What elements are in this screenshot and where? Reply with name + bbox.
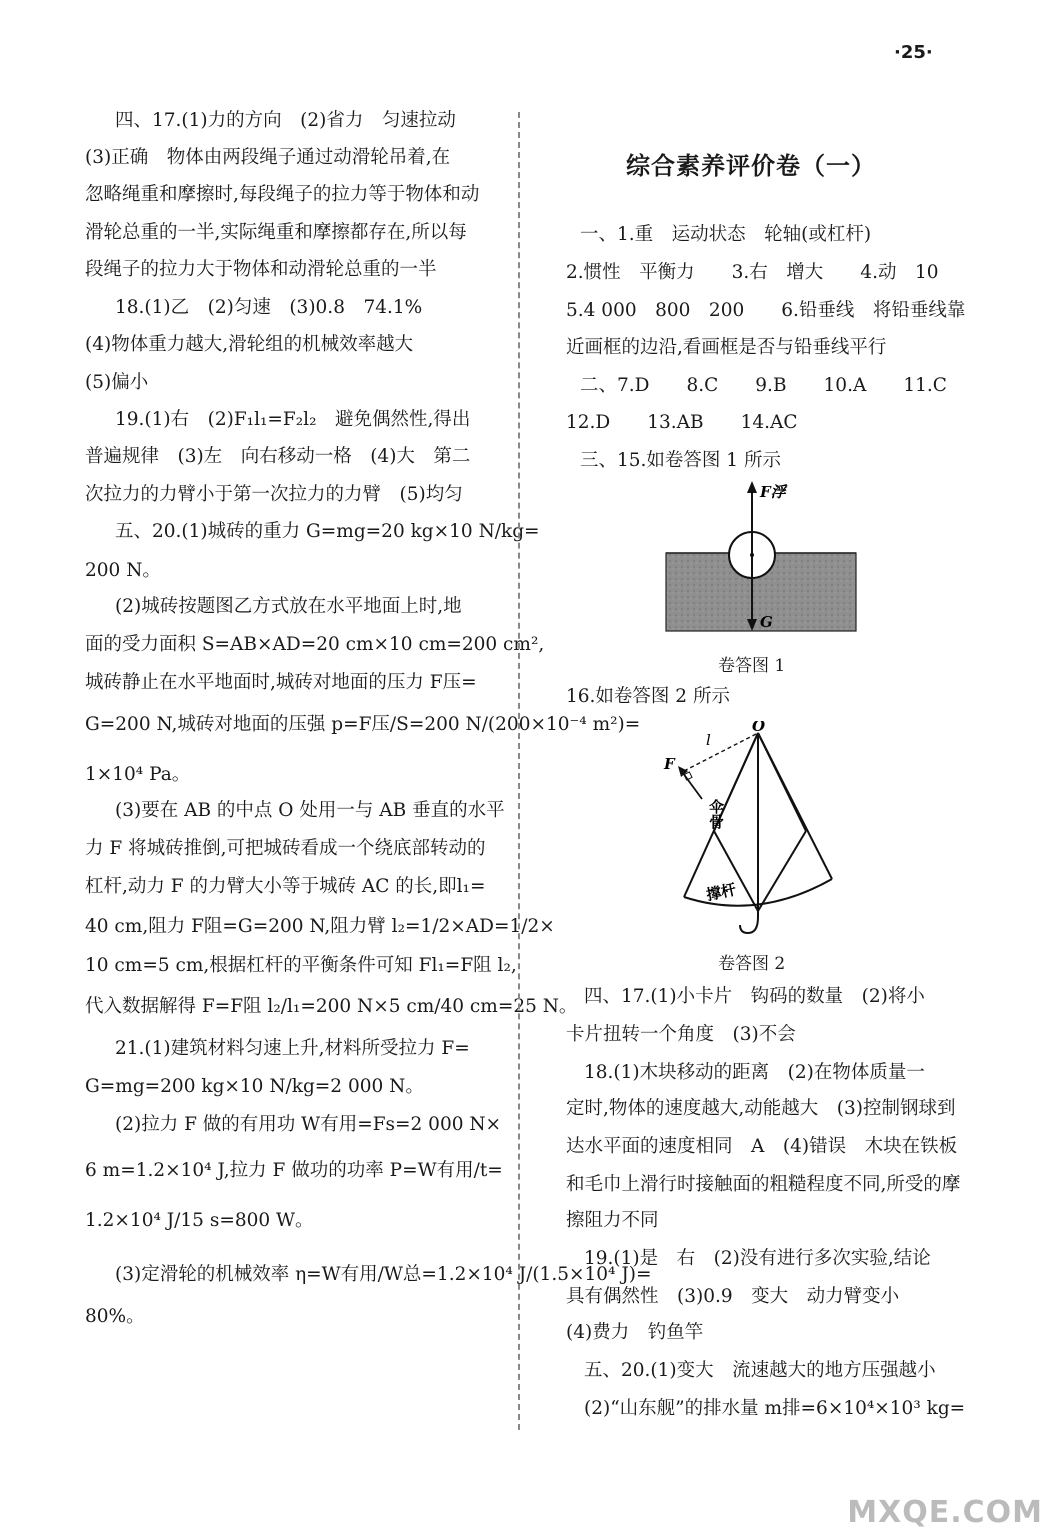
label-float-force: F浮 [760,483,786,501]
left-line: (2)城砖按题图乙方式放在水平地面上时,地 [115,596,462,617]
figure-2-caption: 卷答图 2 [718,954,786,974]
right-line: 二、7.D 8.C 9.B 10.A 11.C [580,375,947,396]
right-line-16: 16.如卷答图 2 所示 [566,686,730,707]
figure-1-caption: 卷答图 1 [718,656,786,676]
left-line: 力 F 将城砖推倒,可把城砖看成一个绕底部转动的 [85,838,486,859]
label-rib: 伞骨 [707,799,725,829]
right-line: (4)费力 钓鱼竿 [566,1322,704,1343]
right-line: 定时,物体的速度越大,动能越大 (3)控制钢球到 [566,1098,956,1119]
figure-1-diagram [662,481,862,651]
right-line: 擦阻力不同 [566,1210,659,1231]
left-line: 城砖静止在水平地面时,城砖对地面的压力 F压= [85,672,477,693]
left-line: (3)定滑轮的机械效率 η=W有用/W总=1.2×10⁴ J/(1.5×10⁴ J)= [115,1264,652,1285]
left-line: (2)拉力 F 做的有用功 W有用=Fs=2 000 N× [115,1114,502,1135]
label-pivot: O [752,721,766,735]
right-line: 和毛巾上滑行时接触面的粗糙程度不同,所受的摩 [566,1174,961,1195]
right-line: (2)“山东舰”的排水量 m排=6×10⁴×10³ kg= [584,1398,966,1419]
left-line: 1.2×10⁴ J/15 s=800 W。 [85,1210,314,1231]
column-divider [518,112,520,1430]
label-gravity: G [760,613,773,631]
figure-2-diagram [662,721,862,941]
right-line: 2.惯性 平衡力 3.右 增大 4.动 10 [566,262,939,283]
exam-title: 综合素养评价卷（一） [626,152,876,180]
left-line: G=200 N,城砖对地面的压强 p=F压/S=200 N/(200×10⁻⁴ m²)= [85,714,641,735]
right-line: 12.D 13.AB 14.AC [566,412,798,433]
right-line: 三、15.如卷答图 1 所示 [580,450,781,471]
left-line: 19.(1)右 (2)F₁l₁=F₂l₂ 避免偶然性,得出 [115,409,471,430]
left-line: 面的受力面积 S=AB×AD=20 cm×10 cm=200 cm², [85,634,545,655]
right-line: 达水平面的速度相同 A (4)错误 木块在铁板 [566,1136,958,1157]
left-line: (4)物体重力越大,滑轮组的机械效率越大 [85,334,414,355]
left-line: 代入数据解得 F=F阻 l₂/l₁=200 N×5 cm/40 cm=25 N。 [85,996,578,1017]
left-line: (3)要在 AB 的中点 O 处用一与 AB 垂直的水平 [115,800,505,821]
left-line: (5)偏小 [85,372,149,393]
right-line: 四、17.(1)小卡片 钩码的数量 (2)将小 [584,986,925,1007]
left-line: 杠杆,动力 F 的力臂大小等于城砖 AC 的长,即l₁= [85,876,486,897]
lever-arm-line [684,733,758,771]
left-line: 滑轮总重的一半,实际绳重和摩擦都存在,所以每 [85,222,467,243]
left-line: 18.(1)乙 (2)匀速 (3)0.8 74.1% [115,297,423,318]
right-line: 近画框的边沿,看画框是否与铅垂线平行 [566,337,887,358]
umbrella-handle [740,917,758,933]
watermark: MXQE.COM [847,1495,1043,1530]
left-line: 四、17.(1)力的方向 (2)省力 匀速拉动 [115,110,456,131]
left-line: 80%。 [85,1306,145,1327]
left-line: 忽略绳重和摩擦时,每段绳子的拉力等于物体和动 [85,184,480,205]
right-line: 18.(1)木块移动的距离 (2)在物体质量一 [584,1062,925,1083]
page-number: ·25· [894,42,933,63]
left-line: 次拉力的力臂小于第一次拉力的力臂 (5)均匀 [85,484,463,505]
figure-2 [662,721,862,941]
left-line: 6 m=1.2×10⁴ J,拉力 F 做功的功率 P=W有用/t= [85,1160,503,1181]
label-arm: l [706,731,711,749]
label-rod: 撑杆 [704,880,738,905]
right-line: 卡片扭转一个角度 (3)不会 [566,1024,796,1045]
left-line: G=mg=200 kg×10 N/kg=2 000 N。 [85,1076,424,1097]
label-force: F [664,755,675,773]
left-line: 21.(1)建筑材料匀速上升,材料所受拉力 F= [115,1038,470,1059]
figure-1 [662,481,862,651]
right-line: 具有偶然性 (3)0.9 变大 动力臂变小 [566,1286,900,1307]
right-line: 19.(1)是 右 (2)没有进行多次实验,结论 [584,1248,931,1269]
left-line: 五、20.(1)城砖的重力 G=mg=20 kg×10 N/kg= [115,521,540,542]
left-line: 200 N。 [85,560,161,581]
left-line: 段绳子的拉力大于物体和动滑轮总重的一半 [85,259,437,280]
left-line: (3)正确 物体由两段绳子通过动滑轮吊着,在 [85,147,451,168]
right-line: 5.4 000 800 200 6.铅垂线 将铅垂线靠 [566,300,966,321]
right-line: 五、20.(1)变大 流速越大的地方压强越小 [584,1360,936,1381]
left-line: 10 cm=5 cm,根据杠杆的平衡条件可知 Fl₁=F阻 l₂, [85,955,517,976]
left-line: 1×10⁴ Pa。 [85,764,191,785]
left-line: 40 cm,阻力 F阻=G=200 N,阻力臂 l₂=1/2×AD=1/2× [85,916,555,937]
right-line: 一、1.重 运动状态 轮轴(或杠杆) [580,224,872,245]
left-line: 普遍规律 (3)左 向右移动一格 (4)大 第二 [85,446,471,467]
